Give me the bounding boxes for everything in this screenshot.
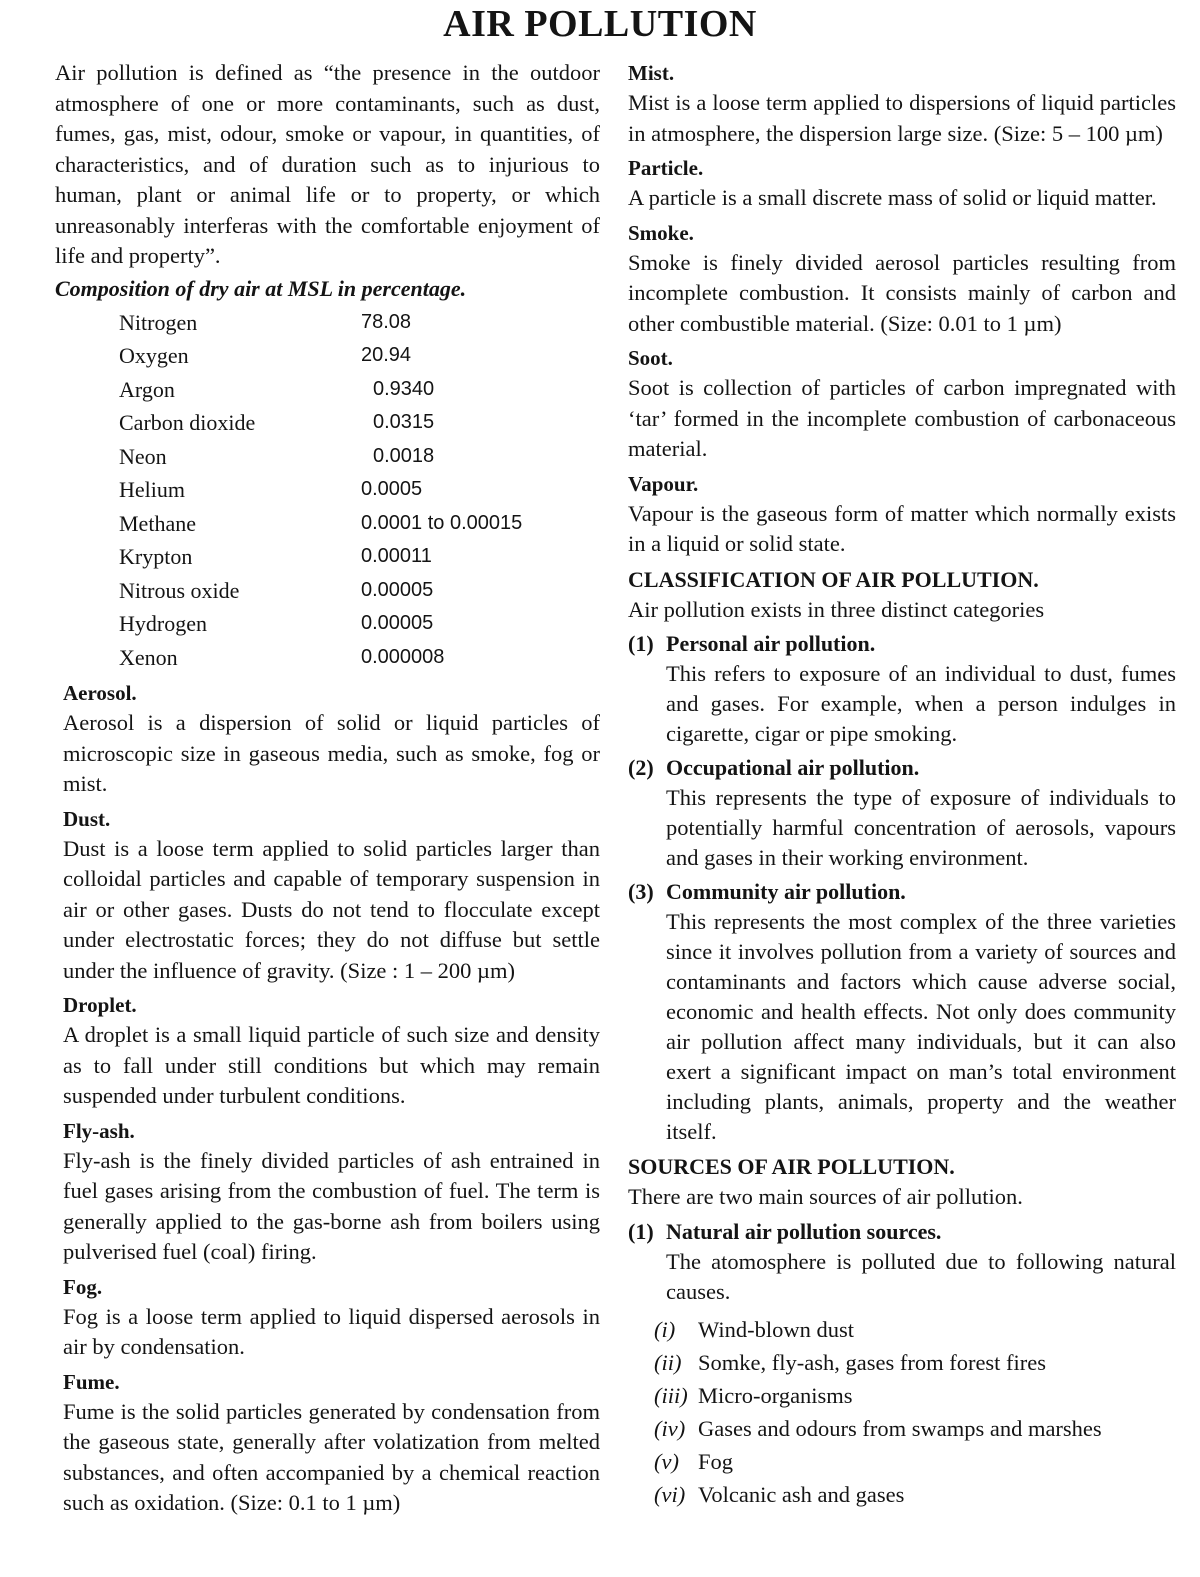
item-number: (2): [628, 755, 654, 780]
list-item-text: Wind-blown dust: [698, 1316, 854, 1342]
list-item: [654, 1346, 1176, 1379]
term-heading-fume: Fume.: [63, 1369, 120, 1394]
gas-percent: 20.94: [361, 344, 412, 366]
sources-heading: SOURCES OF AIR POLLUTION.: [628, 1154, 955, 1179]
roman-numeral: (vi): [654, 1481, 686, 1507]
definition-soot: Soot is collection of particles of carbon impregnated with ‘tar’ formed in the incomplete combustion of carbonaceous material.: [628, 375, 1176, 461]
gas-name: Methane: [119, 510, 196, 536]
gas-percent: 0.00011: [361, 545, 432, 567]
table-row: [119, 440, 522, 474]
definition-dust: Dust is a loose term applied to solid particles larger than colloidal particles and capable of temporary suspension in air or other gases. Dusts do not tend to flocculate except under electrostatic forces; they do not diffuse but settle under the influence of gravity. (Size : 1 – 200 µm): [63, 835, 600, 983]
definition-particle: A particle is a small discrete mass of solid or liquid matter.: [628, 185, 1157, 210]
gas-percent: 0.0005: [361, 478, 423, 500]
item-number: (1): [628, 1218, 654, 1244]
definition-droplet: A droplet is a small liquid particle of such size and density as to fall under still conditions but which may remain suspended under turbulent conditions.: [63, 1022, 600, 1108]
definition-mist: Mist is a loose term applied to dispersions of liquid particles in atmosphere, the dispersion large size. (Size: 5 – 100 µm): [628, 90, 1176, 146]
item-title: Occupational air pollution.: [666, 755, 920, 780]
term-heading-fog: Fog.: [63, 1274, 103, 1299]
sources-item-body: The atomosphere is polluted due to following natural causes.: [666, 1248, 1176, 1304]
table-row: [119, 540, 522, 574]
table-row: [119, 306, 522, 340]
table-row: [119, 473, 522, 507]
list-item-text: Gases and odours from swamps and marshes: [698, 1415, 1102, 1441]
gas-name: Argon: [119, 376, 175, 402]
item-title: Natural air pollution sources.: [666, 1218, 942, 1244]
composition-heading: Composition of dry air at MSL in percentage.: [55, 275, 467, 301]
list-item: [654, 1478, 1176, 1511]
gas-percent: 78.08: [361, 310, 412, 333]
gas-percent: 0.000008: [361, 645, 445, 668]
list-item-text: Volcanic ash and gases: [698, 1481, 905, 1507]
term-heading-fly-ash: Fly-ash.: [63, 1118, 135, 1143]
sources-item-title: [628, 1217, 1176, 1247]
item-title: Community air pollution.: [666, 879, 906, 904]
table-row: [119, 607, 522, 641]
composition-table: [119, 306, 522, 675]
table-row: [119, 406, 522, 440]
right-column: [628, 58, 1176, 1511]
definition-vapour: Vapour is the gaseous form of matter which normally exists in a liquid or solid state.: [628, 500, 1176, 556]
definition-fly-ash: Fly-ash is the finely divided particles of ash entrained in fuel gases arising from the combustion of fuel. The term is generally applied to the gas-borne ash from boilers using pulverised fuel (coal) firing.: [63, 1147, 600, 1264]
list-item-text: Fog: [698, 1448, 734, 1474]
table-row: [119, 507, 522, 541]
table-row: [119, 641, 522, 675]
gas-name: Oxygen: [119, 343, 189, 368]
roman-numeral: (i): [654, 1316, 676, 1342]
term-heading-aerosol: Aerosol.: [63, 681, 137, 705]
gas-name: Nitrogen: [119, 309, 198, 335]
classification-item-body: This refers to exposure of an individual to dust, fumes and gases. For example, when a person indulges in cigarette, cigar or pipe smoking.: [666, 661, 1176, 746]
table-row: [119, 339, 522, 373]
page-title: AIR POLLUTION: [443, 3, 757, 45]
term-heading-smoke: Smoke.: [628, 220, 694, 245]
roman-numeral: (iii): [654, 1382, 688, 1408]
list-item: [654, 1412, 1176, 1445]
roman-numeral: (ii): [654, 1349, 682, 1375]
gas-name: Hydrogen: [119, 611, 207, 636]
roman-numeral: (v): [654, 1448, 679, 1474]
item-number: (3): [628, 879, 654, 904]
intro-paragraph: Air pollution is defined as “the presence in the outdoor atmosphere of one or more contaminants, such as dust, fumes, gas, mist, odour, smoke or vapour, in quantities, of characteristics, and of duration such as to injurious to human, plant or animal life or to property, or which unreasonably interferas with the comfortable enjoyment of life and property”.: [55, 60, 600, 268]
table-row: [119, 574, 522, 608]
gas-name: Nitrous oxide: [119, 577, 240, 603]
gas-percent: 0.00005: [361, 612, 434, 634]
gas-percent: 0.9340: [373, 377, 435, 400]
term-heading-soot: Soot.: [628, 346, 673, 370]
item-number: (1): [628, 631, 654, 656]
table-row: [119, 373, 522, 407]
left-column: [55, 58, 600, 1519]
classification-item-body: This represents the most complex of the three varieties since it involves pollution from a variety of sources and contaminants and factors which cause adverse social, economic and health effects. Not only does community air pollution affect many individuals, but it can also exert a significant impact on man’s total environment including plants, animals, property and the weather itself.: [666, 909, 1176, 1144]
term-heading-droplet: Droplet.: [63, 993, 137, 1017]
term-heading-mist: Mist.: [628, 61, 675, 85]
sources-intro: There are two main sources of air pollution.: [628, 1184, 1023, 1209]
roman-numeral: (iv): [654, 1415, 686, 1441]
term-heading-dust: Dust.: [63, 806, 111, 831]
natural-causes-list: [654, 1313, 1176, 1511]
list-item-text: Micro-organisms: [698, 1382, 853, 1408]
term-heading-vapour: Vapour.: [628, 471, 699, 496]
list-item: [654, 1379, 1176, 1412]
gas-name: Krypton: [119, 544, 193, 569]
classification-item-title: [628, 877, 1176, 907]
gas-name: Carbon dioxide: [119, 410, 256, 435]
classification-item-title: [628, 629, 1176, 659]
gas-percent: 0.0018: [373, 444, 435, 467]
term-heading-particle: Particle.: [628, 156, 704, 180]
classification-intro: Air pollution exists in three distinct categories: [628, 596, 1045, 622]
list-item: [654, 1313, 1176, 1346]
gas-percent: 0.0315: [373, 411, 435, 433]
definition-fog: Fog is a loose term applied to liquid dispersed aerosols in air by condensation.: [63, 1303, 600, 1359]
gas-name: Xenon: [119, 644, 178, 670]
definition-fume: Fume is the solid particles generated by condensation from the gaseous state, generally after volatization from melted substances, and often accompanied by a chemical reaction such as oxidation. (Size: 0.1 to 1 µm): [63, 1398, 600, 1515]
left-definitions: [63, 678, 600, 1519]
definition-aerosol: Aerosol is a dispersion of solid or liquid particles of microscopic size in gaseous media, such as smoke, fog or mist.: [63, 710, 600, 796]
item-title: Personal air pollution.: [666, 631, 876, 656]
list-item: [654, 1445, 1176, 1478]
list-item-text: Somke, fly-ash, gases from forest fires: [698, 1349, 1047, 1375]
gas-percent: 0.00005: [361, 578, 434, 601]
classification-heading: CLASSIFICATION OF AIR POLLUTION.: [628, 566, 1039, 592]
classification-item-body: This represents the type of exposure of individuals to potentially harmful concentration of aerosols, vapours and gases in their working environment.: [666, 785, 1176, 870]
definition-smoke: Smoke is finely divided aerosol particles resulting from incomplete combustion. It consists mainly of carbon and other combustible material. (Size: 0.01 to 1 µm): [628, 249, 1176, 336]
classification-item-title: [628, 753, 1176, 783]
gas-name: Helium: [119, 477, 185, 502]
gas-name: Neon: [119, 443, 167, 469]
gas-percent: 0.0001 to 0.00015: [361, 511, 523, 534]
